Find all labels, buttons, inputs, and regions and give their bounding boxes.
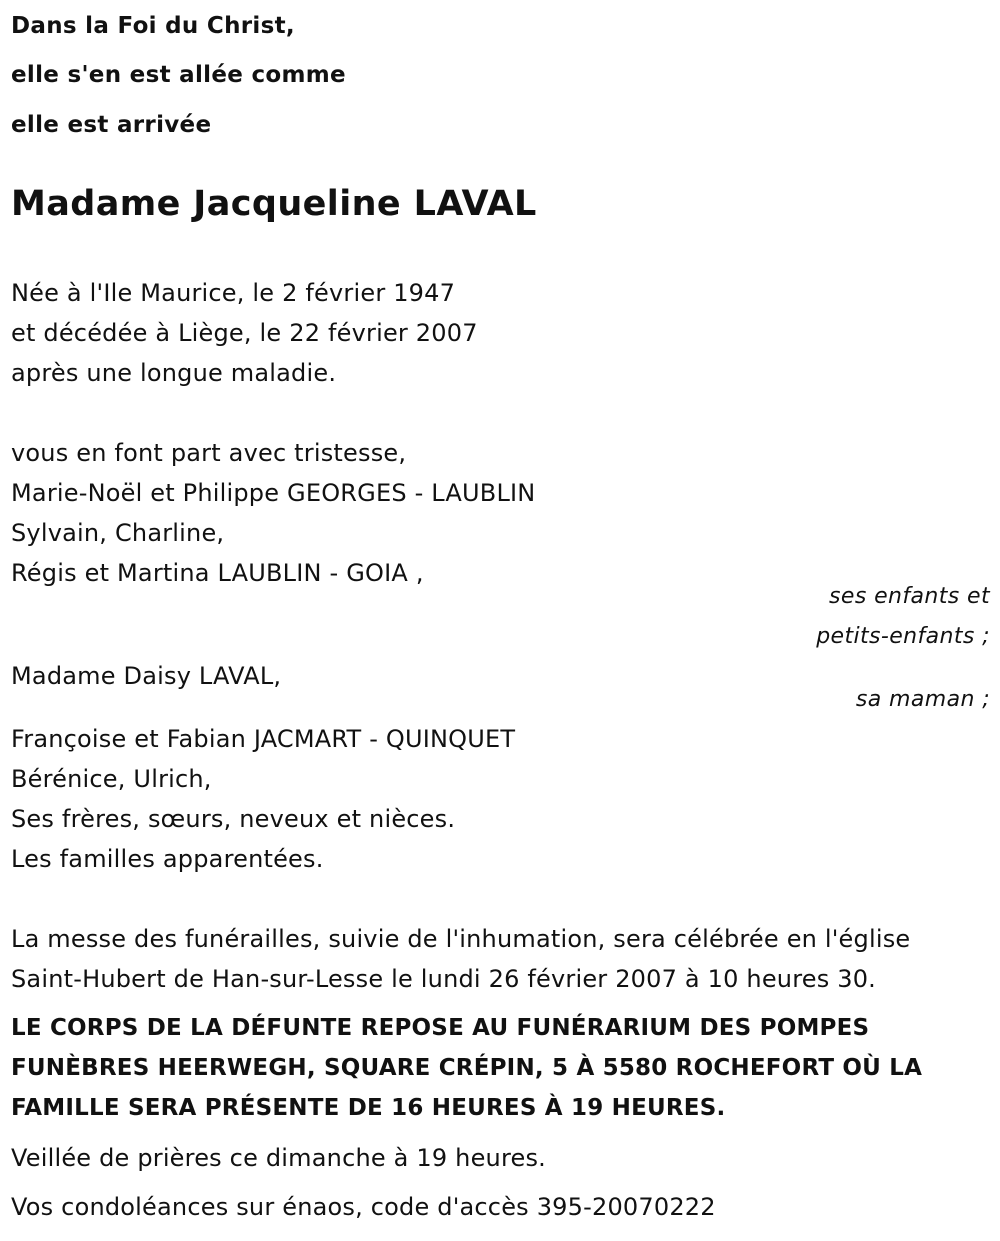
family-line: Les familles apparentées. [11, 845, 324, 873]
family-line: Marie-Noël et Philippe GEORGES - LAUBLIN [11, 479, 536, 507]
relation-label: sa maman ; [855, 687, 990, 712]
funeral-line: Saint-Hubert de Han-sur-Lesse le lundi 26 février 2007 à 10 heures 30. [11, 965, 877, 993]
repose-line: FUNÈBRES HEERWEGH, SQUARE CRÉPIN, 5 À 5580 ROCHEFORT OÙ LA [11, 1055, 923, 1081]
condolences-line: Vos condoléances sur énaos, code d'accès 395-20070222 [11, 1193, 716, 1221]
birth-death-line: après une longue maladie. [11, 359, 337, 387]
epigraph-line: elle s'en est allée comme [11, 62, 346, 88]
repose-line: LE CORPS DE LA DÉFUNTE REPOSE AU FUNÉRARIUM DES POMPES [11, 1015, 870, 1041]
relation-label: petits-enfants ; [816, 624, 990, 649]
epigraph-line: Dans la Foi du Christ, [11, 13, 295, 39]
funeral-line: La messe des funérailles, suivie de l'inhumation, sera célébrée en l'église [11, 925, 911, 953]
mother-line: Madame Daisy LAVAL, [11, 662, 282, 690]
vigil-line: Veillée de prières ce dimanche à 19 heures. [11, 1144, 547, 1172]
epigraph-line: elle est arrivée [11, 112, 212, 138]
family-line: Bérénice, Ulrich, [11, 765, 212, 793]
family-line: Régis et Martina LAUBLIN - GOIA , [11, 559, 424, 587]
family-line: Sylvain, Charline, [11, 519, 225, 547]
birth-death-line: Née à l'Ile Maurice, le 2 février 1947 [11, 279, 456, 307]
relation-label: ses enfants et [829, 584, 990, 609]
birth-death-line: et décédée à Liège, le 22 février 2007 [11, 319, 478, 347]
family-line: Ses frères, sœurs, neveux et nièces. [11, 805, 456, 833]
announcement-intro: vous en font part avec tristesse, [11, 439, 407, 467]
repose-line: FAMILLE SERA PRÉSENTE DE 16 HEURES À 19 HEURES. [11, 1095, 726, 1121]
deceased-name: Madame Jacqueline LAVAL [11, 184, 537, 224]
family-line: Françoise et Fabian JACMART - QUINQUET [11, 725, 516, 753]
